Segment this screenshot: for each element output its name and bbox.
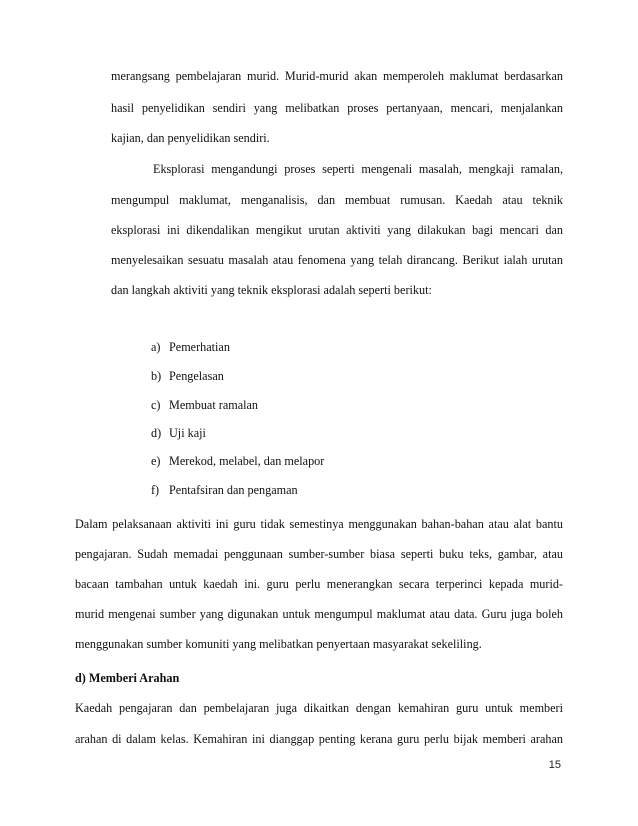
paragraph3-line: bacaan tambahan untuk kaedah ini. guru perlu menerangkan secara terperinci kepada murid-: [75, 577, 563, 591]
paragraph4-line: Kaedah pengajaran dan pembelajaran juga dikaitkan dengan kemahiran guru untuk memberi: [75, 701, 563, 715]
list-marker: b): [151, 369, 162, 383]
paragraph1-line: kajian, dan penyelidikan sendiri.: [111, 131, 270, 145]
paragraph3-line: murid mengenai sumber yang digunakan untuk mengumpul maklumat atau data. Guru juga boleh: [75, 607, 563, 621]
list-marker: f): [151, 483, 160, 497]
paragraph2-line: dan langkah aktiviti yang teknik eksplorasi adalah seperti berikut:: [111, 283, 432, 297]
list-marker: d): [151, 426, 162, 440]
page-number: 15: [548, 759, 561, 771]
list-item-text: Merekod, melabel, dan melapor: [169, 454, 325, 468]
list-item: [151, 453, 324, 469]
paragraph4-line: arahan di dalam kelas. Kemahiran ini dianggap penting kerana guru perlu bijak memberi arahan: [75, 732, 563, 746]
list-item-text: Membuat ramalan: [169, 398, 259, 412]
list-item: [151, 368, 224, 384]
list-marker: c): [151, 398, 161, 412]
list-item-text: Pemerhatian: [169, 340, 230, 354]
list-item-text: Uji kaji: [169, 426, 206, 440]
list-item: [151, 425, 206, 441]
list-item-text: Pentafsiran dan pengaman: [169, 483, 298, 497]
paragraph2-line: eksplorasi ini dikendalikan mengikut urutan aktiviti yang dilakukan bagi mencari dan: [111, 223, 563, 237]
list-item: [151, 482, 298, 498]
paragraph2-line: mengumpul maklumat, menganalisis, dan membuat rumusan. Kaedah atau teknik: [111, 193, 563, 207]
list-item: [151, 397, 258, 413]
list-item-text: Pengelasan: [169, 369, 224, 383]
list-marker: a): [151, 340, 161, 354]
paragraph3-line: menggunakan sumber komuniti yang melibatkan penyertaan masyarakat sekeliling.: [75, 637, 482, 651]
list-marker: e): [151, 454, 161, 468]
paragraph3-line: pengajaran. Sudah memadai penggunaan sumber-sumber biasa seperti buku teks, gambar, atau: [75, 547, 563, 561]
paragraph3-line: Dalam pelaksanaan aktiviti ini guru tidak semestinya menggunakan bahan-bahan atau alat bantu: [75, 517, 563, 531]
paragraph2-line: menyelesaikan sesuatu masalah atau fenomena yang telah dirancang. Berikut ialah urutan: [111, 253, 563, 267]
paragraph2-line: Eksplorasi mengandungi proses seperti mengenali masalah, mengkaji ramalan,: [153, 162, 563, 176]
list-item: [151, 339, 230, 355]
section-heading: d) Memberi Arahan: [75, 671, 180, 685]
paragraph1-line: hasil penyelidikan sendiri yang melibatkan proses pertanyaan, mencari, menjalankan: [111, 101, 563, 115]
paragraph1-line: merangsang pembelajaran murid. Murid-murid akan memperoleh maklumat berdasarkan: [111, 69, 563, 83]
